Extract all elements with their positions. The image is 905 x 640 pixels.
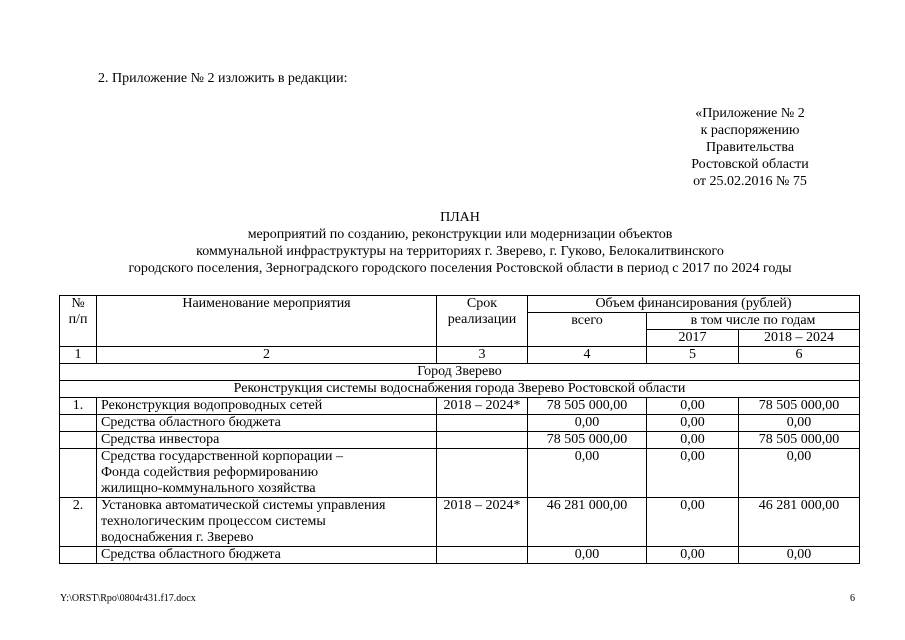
- column-number: 2: [97, 347, 437, 364]
- table-row: [60, 498, 860, 547]
- row-num: [60, 449, 97, 498]
- row-2017: 0,00: [647, 415, 739, 432]
- row-total: 78 505 000,00: [528, 398, 647, 415]
- row-2017: 0,00: [647, 449, 739, 498]
- row-term: 2018 – 2024*: [437, 398, 528, 415]
- header-term: Срок реализации: [437, 296, 528, 347]
- row-total: 0,00: [528, 547, 647, 564]
- section-row: [60, 381, 860, 398]
- header-year-2017: 2017: [647, 330, 739, 347]
- row-2018-2024: 0,00: [739, 415, 860, 432]
- column-number: 5: [647, 347, 739, 364]
- city-name: Город Зверево: [60, 364, 860, 381]
- appendix-line: Ростовской области: [691, 157, 809, 172]
- row-2018-2024: 46 281 000,00: [739, 498, 860, 547]
- row-num: 2.: [60, 498, 97, 547]
- appendix-line: от 25.02.2016 № 75: [693, 174, 807, 189]
- row-name: Средства государственной корпорации – Фонда содействия реформированию жилищно-коммунального хозяйства: [97, 449, 437, 498]
- column-number: 3: [437, 347, 528, 364]
- column-number-row: [60, 347, 860, 364]
- header-by-years: в том числе по годам: [647, 313, 860, 330]
- footer-file-path: Y:\ORST\Rpo\0804r431.f17.docx: [60, 593, 196, 604]
- row-2017: 0,00: [647, 547, 739, 564]
- column-number: 4: [528, 347, 647, 364]
- appendix-line: к распоряжению: [700, 123, 800, 138]
- plan-title: ПЛАН: [440, 210, 480, 225]
- row-num: [60, 432, 97, 449]
- appendix-line: Правительства: [705, 140, 795, 155]
- row-2017: 0,00: [647, 432, 739, 449]
- header-funding: Объем финансирования (рублей): [528, 296, 860, 313]
- table-row: [60, 415, 860, 432]
- funding-table: [59, 295, 860, 564]
- row-name: Средства областного бюджета: [97, 415, 437, 432]
- row-term: [437, 415, 528, 432]
- appendix-line: «Приложение № 2: [695, 106, 805, 121]
- plan-heading: [60, 209, 860, 277]
- row-name: Реконструкция водопроводных сетей: [97, 398, 437, 415]
- column-number: 1: [60, 347, 97, 364]
- row-total: 0,00: [528, 415, 647, 432]
- row-term: [437, 449, 528, 498]
- row-term: [437, 547, 528, 564]
- row-name: Средства инвестора: [97, 432, 437, 449]
- header-name: Наименование мероприятия: [97, 296, 437, 347]
- row-total: 46 281 000,00: [528, 498, 647, 547]
- plan-subtitle-line: городского поселения, Зерноградского городского поселения Ростовской области в период с 2017 по 2024 годы: [128, 261, 792, 276]
- table-row: [60, 547, 860, 564]
- row-2017: 0,00: [647, 398, 739, 415]
- plan-subtitle-line: мероприятий по созданию, реконструкции или модернизации объектов: [247, 227, 673, 242]
- row-2017: 0,00: [647, 498, 739, 547]
- table-row: [60, 449, 860, 498]
- table-row: [60, 432, 860, 449]
- table-row: [60, 398, 860, 415]
- intro-text: 2. Приложение № 2 изложить в редакции:: [98, 71, 348, 86]
- footer-page-number: 6: [850, 593, 855, 604]
- row-name: Средства областного бюджета: [97, 547, 437, 564]
- appendix-block: [660, 105, 840, 190]
- row-total: 0,00: [528, 449, 647, 498]
- row-total: 78 505 000,00: [528, 432, 647, 449]
- row-term: 2018 – 2024*: [437, 498, 528, 547]
- header-total: всего: [528, 313, 647, 347]
- column-number: 6: [739, 347, 860, 364]
- row-2018-2024: 0,00: [739, 547, 860, 564]
- row-2018-2024: 78 505 000,00: [739, 432, 860, 449]
- row-num: [60, 547, 97, 564]
- row-2018-2024: 78 505 000,00: [739, 398, 860, 415]
- section-title: Реконструкция системы водоснабжения города Зверево Ростовской области: [60, 381, 860, 398]
- city-row: [60, 364, 860, 381]
- header-year-2018-2024: 2018 – 2024: [739, 330, 860, 347]
- row-2018-2024: 0,00: [739, 449, 860, 498]
- row-num: 1.: [60, 398, 97, 415]
- row-num: [60, 415, 97, 432]
- row-term: [437, 432, 528, 449]
- row-name: Установка автоматической системы управления технологическим процессом системы водоснабжения г. Зверево: [97, 498, 437, 547]
- plan-subtitle-line: коммунальной инфраструктуры на территориях г. Зверево, г. Гуково, Белокалитвинского: [196, 244, 724, 259]
- header-row: [60, 296, 860, 313]
- header-num: № п/п: [60, 296, 97, 347]
